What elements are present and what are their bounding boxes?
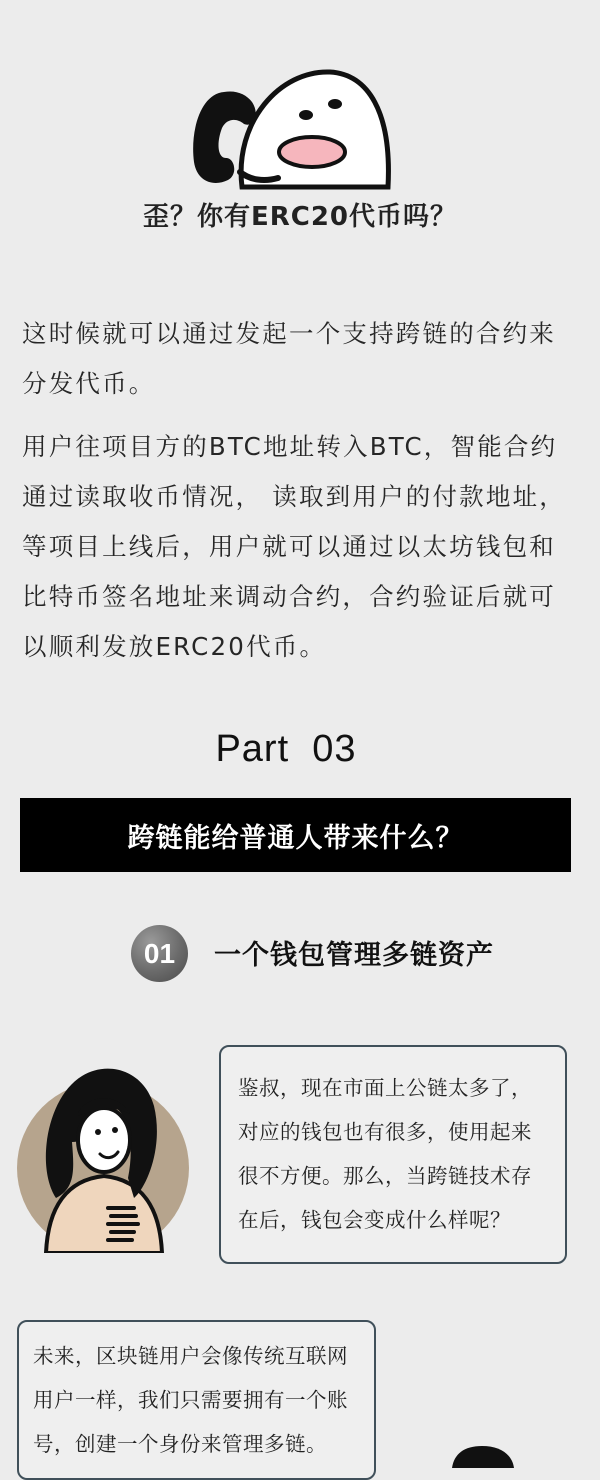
text-line: 用户往项目方的BTC地址转入BTC，智能合约 <box>22 432 558 461</box>
meme-caption: 歪？你有ERC20代币吗？ <box>142 202 458 232</box>
bubble-text-line: 很不方便。那么，当跨链技术存 <box>238 1164 532 1188</box>
man-avatar-hair <box>448 1444 518 1468</box>
paragraph-btc-process <box>22 422 582 672</box>
text-line: 以顺利发放ERC20代币。 <box>22 632 327 661</box>
text-line: 比特币签名地址来调动合约，合约验证后就可 <box>22 582 556 611</box>
part-title: Part 03 <box>215 728 357 770</box>
bubble-text-line: 对应的钱包也有很多，使用起来 <box>238 1120 532 1144</box>
girl-avatar <box>16 1058 191 1253</box>
bubble-text-line: 号，创建一个身份来管理多链。 <box>33 1432 327 1456</box>
text-line: 等项目上线后，用户就可以通过以太坊钱包和 <box>22 532 556 561</box>
paragraph-contract-intro <box>22 309 582 409</box>
meme-phone-ghost-illustration <box>180 62 395 190</box>
text-line: 分发代币。 <box>22 369 156 398</box>
text-line: 这时候就可以通过发起一个支持跨链的合约来 <box>22 319 556 348</box>
bubble-text-line: 用户一样，我们只需要拥有一个账 <box>33 1388 348 1412</box>
bubble-text-line: 未来，区块链用户会像传统互联网 <box>33 1344 348 1368</box>
answer-speech-bubble <box>17 1320 376 1480</box>
section-number-badge: 01 <box>131 925 188 982</box>
text-line: 通过读取收币情况， 读取到用户的付款地址， <box>22 482 566 511</box>
bubble-text-line: 鉴叔，现在市面上公链太多了， <box>238 1076 532 1100</box>
section-heading: 一个钱包管理多链资产 <box>214 940 494 971</box>
section-banner: 跨链能给普通人带来什么？ <box>20 798 571 872</box>
question-speech-bubble <box>219 1045 567 1264</box>
bubble-text-line: 在后，钱包会变成什么样呢？ <box>238 1208 511 1232</box>
